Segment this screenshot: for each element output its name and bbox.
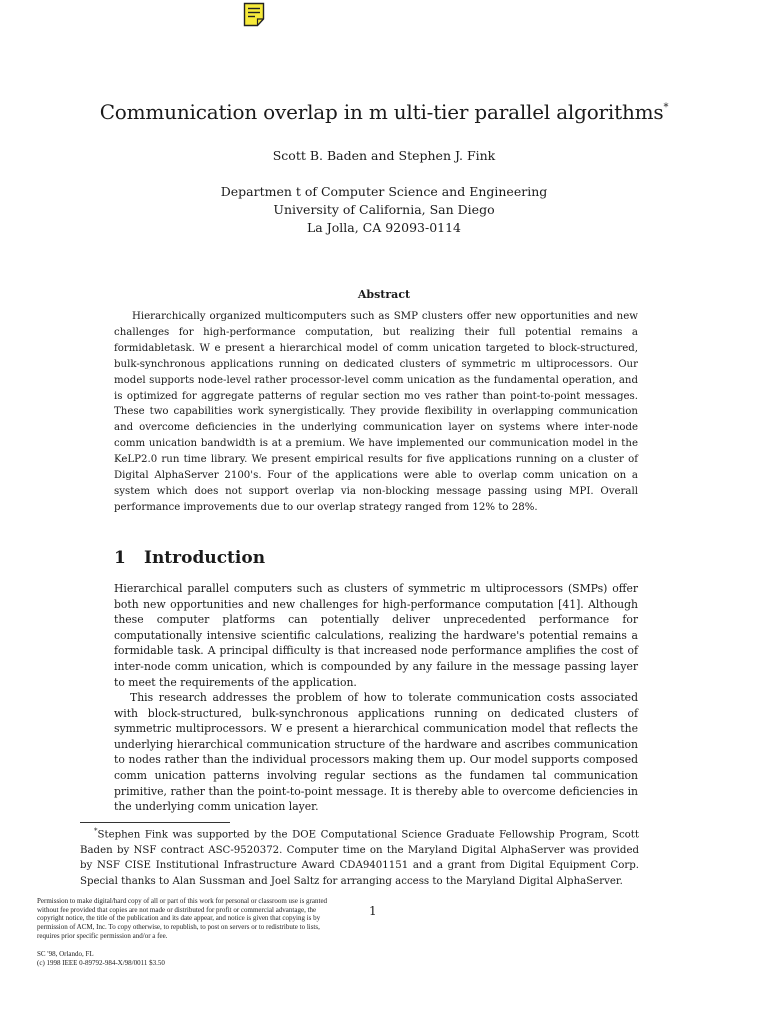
section-heading — [114, 548, 265, 568]
footnote — [80, 824, 639, 889]
permission-line: copyright notice, the title of the publication and its date appear, and notice is given that copying is by — [37, 914, 321, 923]
copyright-line: (c) 1998 IEEE 0-89792-984-X/98/0011 $3.50 — [37, 958, 165, 967]
section-number: 1 — [114, 548, 126, 568]
footnote-text: Stephen Fink was supported by the DOE Computational Science Graduate Fellowship Program, Scott Baden by NSF contract ASC-9520372. Computer time on the Maryland Digital AlphaServer was provided by NSF CISE Institutional Infrastructure Award CDA9401151 and a grant from Digital Equipment Corp. Special thanks to Alan Sussman and Joel Saltz for arranging access to the Maryland Digital AlphaServer. — [80, 829, 639, 887]
affiliation-department: Departmen t of Computer Science and Engineering — [220, 184, 548, 199]
page-number: 1 — [369, 904, 377, 918]
conference-info — [37, 950, 165, 967]
permission-notice — [37, 897, 355, 941]
intro-paragraph-2: This research addresses the problem of how to tolerate communication costs associated with block-structured, bulk-synchronous applications running on dedicated clusters of symmetric multiprocessors. W e present a hierarchical communication model that reflects the underlying hierarchical communication structure of the hardware and ascribes communication to nodes rather than the individual processors making them up. Our model supports composed comm unication patterns involving regular sections as the fundamen tal communication primitive, rather than the point-to-point message. It is thereby able to overcome deficiencies in the underlying comm unication layer. — [114, 691, 638, 814]
affiliation — [0, 183, 768, 237]
author-line: Scott B. Baden and Stephen J. Fink — [272, 148, 496, 163]
abstract-heading: Abstract — [357, 288, 411, 301]
permission-line: requires prior specific permission and/or a fee. — [37, 931, 168, 940]
affiliation-university: University of California, San Diego — [273, 202, 495, 217]
permission-line: permission of ACM, Inc. To copy otherwise, to republish, to post on servers or to redistribute to lists, — [37, 923, 320, 932]
paper-title — [0, 100, 768, 124]
title-footnote-marker: * — [663, 102, 669, 113]
intro-paragraph-1: Hierarchical parallel computers such as clusters of symmetric m ultiprocessors (SMPs) offer both new opportunities and new challenges for high-performance computation [41]. Although these computer platforms can potentially deliver unprecedented performance for computationally intensive scientific calculations, realizing the hardware's potential remains a formidable task. A principal difficulty is that increased node performance amplifies the cost of inter-node comm unication, which is compounded by any failure in the message passing layer to meet the requirements of the application. — [114, 582, 638, 689]
footnote-divider — [80, 822, 230, 823]
permission-line: Permission to make digital/hard copy of all or part of this work for personal or classroom use is granted — [37, 897, 328, 905]
abstract-body: Hierarchically organized multicomputers such as SMP clusters offer new opportunities and new challenges for high-performance computation, but realizing their full potential remains a formidabletask. W e present a hierarchical model of comm unication targeted to block-structured, bulk-synchronous applications running on dedicated clusters of symmetric m ultiprocessors. Our model supports node-level rather processor-level comm unication as the fundamental operation, and is optimized for aggregate patterns of regular section mo ves rather than point-to-point messages. These two capabilities work synergistically. They provide flexibility in overlapping communication and overcome deficiencies in the underlying communication layer on systems where inter-node comm unication bandwidth is at a premium. We have implemented our communication model in the KeLP2.0 run time library. We present empirical results for five applications running on a cluster of Digital AlphaServer 2100's. Four of the applications were able to overlap comm unication on a system which does not support overlap via non-blocking message passing using MPI. Overall performance improvements due to our overlap strategy ranged from 12% to 28%. — [114, 311, 638, 513]
section-title: Introduction — [144, 548, 266, 568]
title-text: Communication overlap in m ulti-tier parallel algorithms — [99, 100, 664, 124]
sticky-note-icon[interactable] — [243, 2, 265, 27]
conference-name: SC '98, Orlando, FL — [37, 950, 94, 958]
permission-line: without fee provided that copies are not made or distributed for profit or commercial advantage, the — [37, 905, 317, 914]
footnote-marker: * — [94, 827, 98, 835]
affiliation-address: La Jolla, CA 92093-0114 — [306, 220, 462, 235]
